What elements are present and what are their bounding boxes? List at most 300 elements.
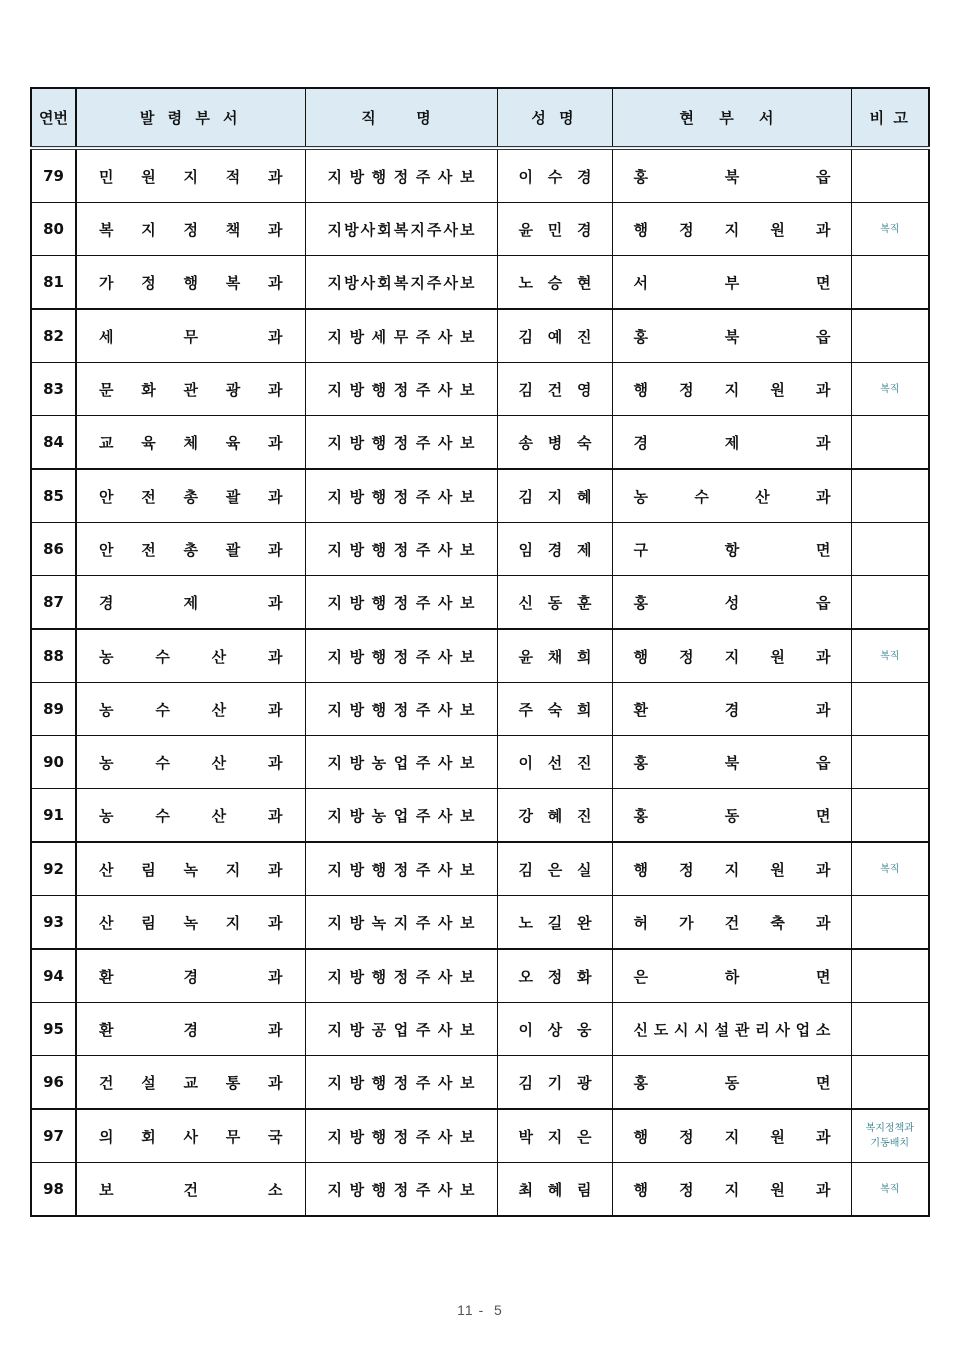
char: 동 (547, 593, 563, 612)
char: 보 (459, 967, 475, 986)
char: 신 (633, 1020, 648, 1039)
cell-seq: 98 (31, 1163, 76, 1217)
char: 상 (547, 1020, 563, 1039)
cell-position (305, 416, 497, 470)
cell-remarks: 복직 (851, 203, 929, 256)
cell-name (497, 256, 612, 310)
char: 과 (267, 647, 283, 666)
personnel-table (30, 87, 930, 1217)
char: 면 (816, 1073, 831, 1092)
char: 행 (183, 273, 198, 292)
char: 홍 (633, 1073, 648, 1092)
char: 무 (225, 1127, 241, 1146)
char: 경 (183, 1020, 198, 1039)
char: 주 (415, 806, 431, 825)
cell-name-spread (498, 272, 612, 293)
char: 사 (775, 1020, 790, 1039)
char: 행 (371, 1180, 387, 1199)
char: 지 (225, 913, 241, 932)
cell-current-dept (612, 148, 851, 203)
cell-position-spread (306, 752, 497, 773)
char: 수 (155, 647, 170, 666)
char: 복 (393, 273, 409, 292)
char: 지 (724, 220, 740, 239)
table-row (31, 1056, 929, 1110)
char: 과 (268, 220, 283, 239)
char: 과 (816, 913, 831, 932)
char: 관 (734, 1020, 750, 1039)
char: 사 (437, 167, 453, 186)
char: 정 (183, 220, 198, 239)
char: 방 (349, 1073, 365, 1092)
char: 지 (327, 220, 342, 239)
char: 지 (327, 913, 342, 932)
cell-issuing-dept (76, 469, 305, 523)
char: 복 (99, 220, 114, 239)
cell-position-spread (306, 272, 497, 293)
char: 면 (816, 273, 831, 292)
char: 수 (155, 753, 170, 772)
char: 농 (633, 487, 648, 506)
char: 지 (225, 860, 241, 879)
char: 과 (268, 380, 283, 399)
char: 산 (211, 647, 227, 666)
char: 행 (371, 540, 387, 559)
char: 정 (393, 540, 409, 559)
char: 사 (437, 487, 453, 506)
char: 경 (577, 167, 592, 186)
cell-issuing-dept-spread (77, 859, 305, 880)
cell-current-dept (612, 203, 851, 256)
char: 농 (99, 700, 114, 719)
char: 지 (327, 540, 342, 559)
char: 기 (547, 1073, 563, 1092)
table-row (31, 203, 929, 256)
char: 정 (679, 647, 694, 666)
char: 실 (577, 860, 592, 879)
cell-current-dept-spread (613, 1179, 851, 1200)
cell-issuing-dept-spread (77, 432, 305, 453)
char: 방 (349, 380, 365, 399)
char: 건 (99, 1073, 114, 1092)
char: 행 (371, 860, 387, 879)
char: 하 (724, 967, 740, 986)
table-row (31, 683, 929, 736)
char: 림 (577, 1180, 592, 1199)
char: 지 (547, 1127, 563, 1146)
cell-seq: 80 (31, 203, 76, 256)
char: 정 (393, 1073, 409, 1092)
char: 방 (349, 1127, 365, 1146)
cell-current-dept (612, 736, 851, 789)
char: 사 (437, 1127, 453, 1146)
cell-name (497, 896, 612, 950)
char: 리 (755, 1020, 770, 1039)
char: 보 (459, 913, 475, 932)
char: 보 (99, 1180, 114, 1199)
char: 건 (547, 380, 563, 399)
char: 총 (183, 540, 198, 559)
char: 설 (714, 1020, 730, 1039)
char: 숙 (577, 433, 592, 452)
char: 방 (349, 913, 365, 932)
char: 안 (99, 487, 114, 506)
char: 홍 (633, 167, 648, 186)
char: 보 (459, 1020, 475, 1039)
cell-issuing-dept (76, 1003, 305, 1056)
cell-name-spread (498, 592, 612, 613)
table-row (31, 309, 929, 363)
cell-position-spread (306, 432, 497, 453)
cell-name (497, 629, 612, 683)
char: 행 (371, 593, 387, 612)
cell-seq: 93 (31, 896, 76, 950)
char: 수 (155, 700, 170, 719)
char: 주 (415, 1020, 431, 1039)
cell-current-dept-spread (613, 966, 851, 987)
char: 업 (393, 806, 409, 825)
char: 보 (460, 220, 475, 239)
char: 회 (377, 220, 392, 239)
char: 홍 (633, 806, 648, 825)
char: 녹 (371, 913, 387, 932)
char: 사 (437, 913, 453, 932)
char: 주 (415, 540, 431, 559)
cell-position (305, 309, 497, 363)
char: 원 (770, 1180, 785, 1199)
char: 경 (547, 540, 563, 559)
char: 지 (410, 273, 425, 292)
cell-position-spread (306, 539, 497, 560)
cell-name (497, 363, 612, 416)
char: 방 (349, 487, 365, 506)
char: 총 (183, 487, 198, 506)
char: 사 (437, 1180, 453, 1199)
table-row (31, 469, 929, 523)
char: 안 (99, 540, 114, 559)
cell-issuing-dept-spread (77, 592, 305, 613)
char: 홍 (633, 327, 648, 346)
cell-current-dept (612, 576, 851, 630)
char: 사 (437, 1073, 453, 1092)
cell-issuing-dept (76, 576, 305, 630)
cell-seq: 83 (31, 363, 76, 416)
char: 주 (415, 1180, 431, 1199)
header-remarks (851, 88, 929, 148)
char: 방 (344, 273, 359, 292)
char: 사 (437, 647, 453, 666)
cell-current-dept-spread (613, 1019, 851, 1040)
char: 정 (547, 967, 563, 986)
cell-current-dept-spread (613, 486, 851, 507)
char: 보 (459, 1127, 475, 1146)
char: 주 (426, 220, 442, 239)
char: 숙 (547, 700, 563, 719)
char: 소 (815, 1020, 831, 1039)
cell-seq: 91 (31, 789, 76, 843)
table-row (31, 629, 929, 683)
cell-name (497, 789, 612, 843)
cell-issuing-dept (76, 1109, 305, 1163)
char: 경 (633, 433, 648, 452)
char: 행 (371, 487, 387, 506)
char: 주 (518, 700, 533, 719)
char: 수 (694, 487, 709, 506)
char: 사 (437, 327, 453, 346)
char: 김 (518, 380, 533, 399)
char: 보 (459, 1180, 475, 1199)
char: 길 (547, 913, 563, 932)
char: 정 (393, 433, 409, 452)
cell-position-spread (306, 219, 497, 240)
char: 지 (327, 273, 342, 292)
char: 지 (724, 647, 740, 666)
cell-remarks (851, 1056, 929, 1110)
cell-name-spread (498, 1019, 612, 1040)
cell-issuing-dept-spread (77, 1072, 305, 1093)
char: 혜 (547, 806, 563, 825)
char: 지 (393, 913, 409, 932)
cell-current-dept-spread (613, 326, 851, 347)
char: 지 (327, 327, 342, 346)
cell-name-spread (498, 752, 612, 773)
char: 사 (437, 700, 453, 719)
char: 병 (547, 433, 563, 452)
cell-current-dept (612, 523, 851, 576)
char: 전 (141, 540, 156, 559)
cell-position-spread (306, 326, 497, 347)
cell-position (305, 148, 497, 203)
cell-position (305, 576, 497, 630)
char: 보 (459, 380, 475, 399)
cell-issuing-dept (76, 1056, 305, 1110)
char: 정 (679, 220, 694, 239)
char: 지 (327, 167, 342, 186)
char: 은 (547, 860, 563, 879)
char: 지 (724, 1127, 740, 1146)
cell-issuing-dept-spread (77, 272, 305, 293)
char: 업 (795, 1020, 811, 1039)
char: 보 (459, 167, 475, 186)
cell-seq: 97 (31, 1109, 76, 1163)
char: 농 (99, 753, 114, 772)
char: 전 (141, 487, 156, 506)
char: 구 (633, 540, 648, 559)
cell-position-spread (306, 646, 497, 667)
cell-remarks (851, 469, 929, 523)
cell-seq: 85 (31, 469, 76, 523)
cell-name (497, 416, 612, 470)
char: 산 (755, 487, 770, 506)
char: 송 (518, 433, 533, 452)
char: 허 (633, 913, 648, 932)
char: 방 (349, 806, 365, 825)
char: 업 (393, 1020, 409, 1039)
cell-current-dept (612, 469, 851, 523)
char: 사 (437, 1020, 453, 1039)
char: 웅 (577, 1020, 592, 1039)
cell-name (497, 148, 612, 203)
char: 정 (679, 1127, 694, 1146)
cell-current-dept (612, 1163, 851, 1217)
char: 주 (415, 753, 431, 772)
char: 과 (267, 700, 283, 719)
char: 림 (141, 860, 156, 879)
cell-name-spread (498, 326, 612, 347)
cell-remarks (851, 416, 929, 470)
cell-position (305, 256, 497, 310)
char: 김 (518, 487, 533, 506)
cell-name-spread (498, 1179, 612, 1200)
char: 행 (371, 433, 387, 452)
char: 읍 (816, 167, 831, 186)
char: 행 (371, 167, 387, 186)
cell-position-spread (306, 1126, 497, 1147)
char: 과 (268, 540, 283, 559)
char: 사 (360, 220, 376, 239)
cell-seq: 88 (31, 629, 76, 683)
char: 사 (437, 967, 453, 986)
table-row (31, 1003, 929, 1056)
cell-current-dept-spread (613, 859, 851, 880)
char: 정 (393, 700, 409, 719)
char: 지 (724, 1180, 740, 1199)
header-name-label: 성 명 (531, 109, 578, 127)
cell-seq: 89 (31, 683, 76, 736)
char: 읍 (816, 753, 831, 772)
cell-name (497, 1109, 612, 1163)
char: 제 (183, 593, 198, 612)
char: 정 (393, 593, 409, 612)
char: 지 (327, 487, 342, 506)
cell-current-dept (612, 683, 851, 736)
cell-remarks: 복직 (851, 1163, 929, 1217)
cell-seq: 90 (31, 736, 76, 789)
cell-name (497, 1003, 612, 1056)
char: 건 (183, 1180, 198, 1199)
char: 지 (327, 700, 342, 719)
char: 방 (349, 860, 365, 879)
char: 정 (679, 380, 694, 399)
char: 회 (141, 1127, 156, 1146)
cell-position (305, 949, 497, 1003)
cell-seq: 86 (31, 523, 76, 576)
char: 육 (225, 433, 241, 452)
cell-current-dept-spread (613, 592, 851, 613)
char: 주 (415, 327, 431, 346)
cell-issuing-dept-spread (77, 166, 305, 187)
cell-current-dept (612, 1109, 851, 1163)
cell-current-dept (612, 256, 851, 310)
cell-remarks (851, 789, 929, 843)
cell-position (305, 203, 497, 256)
char: 주 (415, 380, 431, 399)
cell-current-dept-spread (613, 1072, 851, 1093)
page-number: 11 - 5 (457, 1302, 503, 1318)
cell-seq: 79 (31, 148, 76, 203)
char: 과 (816, 380, 831, 399)
char: 민 (99, 167, 114, 186)
char: 문 (99, 380, 114, 399)
cell-remarks (851, 683, 929, 736)
cell-issuing-dept (76, 949, 305, 1003)
cell-issuing-dept (76, 148, 305, 203)
cell-position (305, 1163, 497, 1217)
table-row (31, 896, 929, 950)
char: 적 (225, 167, 241, 186)
char: 괄 (225, 487, 241, 506)
char: 지 (327, 860, 342, 879)
char: 과 (268, 433, 283, 452)
char: 최 (518, 1180, 533, 1199)
cell-issuing-dept-spread (77, 699, 305, 720)
char: 농 (99, 806, 114, 825)
char: 홍 (633, 593, 648, 612)
char: 방 (344, 220, 359, 239)
header-issuing-dept-label: 발 령 부 서 (139, 109, 242, 127)
char: 사 (437, 753, 453, 772)
char: 교 (99, 433, 114, 452)
char: 이 (518, 1020, 533, 1039)
char: 서 (633, 273, 648, 292)
cell-seq: 94 (31, 949, 76, 1003)
cell-current-dept-spread (613, 646, 851, 667)
cell-issuing-dept (76, 309, 305, 363)
cell-name (497, 842, 612, 896)
cell-seq: 96 (31, 1056, 76, 1110)
cell-position-spread (306, 966, 497, 987)
char: 가 (99, 273, 114, 292)
char: 괄 (225, 540, 241, 559)
char: 녹 (183, 860, 198, 879)
char: 지 (327, 380, 342, 399)
char: 주 (415, 1073, 431, 1092)
char: 원 (770, 380, 785, 399)
char: 방 (349, 1020, 365, 1039)
cell-remarks: 복직 (851, 363, 929, 416)
char: 사 (360, 273, 376, 292)
char: 윤 (518, 647, 533, 666)
char: 사 (437, 433, 453, 452)
cell-position (305, 842, 497, 896)
char: 보 (459, 593, 475, 612)
char: 현 (577, 273, 592, 292)
cell-position-spread (306, 699, 497, 720)
cell-seq: 82 (31, 309, 76, 363)
char: 사 (443, 220, 458, 239)
char: 사 (437, 540, 453, 559)
char: 동 (724, 806, 740, 825)
char: 과 (268, 860, 283, 879)
cell-issuing-dept (76, 523, 305, 576)
header-position (305, 88, 497, 148)
cell-name-spread (498, 379, 612, 400)
char: 동 (724, 1073, 740, 1092)
cell-name-spread (498, 486, 612, 507)
cell-seq: 92 (31, 842, 76, 896)
char: 정 (393, 860, 409, 879)
cell-position (305, 1056, 497, 1110)
char: 행 (633, 860, 648, 879)
char: 진 (577, 753, 592, 772)
char: 소 (268, 1180, 283, 1199)
char: 제 (724, 433, 740, 452)
char: 경 (724, 700, 740, 719)
cell-position (305, 363, 497, 416)
char: 지 (547, 487, 563, 506)
cell-remarks (851, 148, 929, 203)
char: 행 (371, 1073, 387, 1092)
